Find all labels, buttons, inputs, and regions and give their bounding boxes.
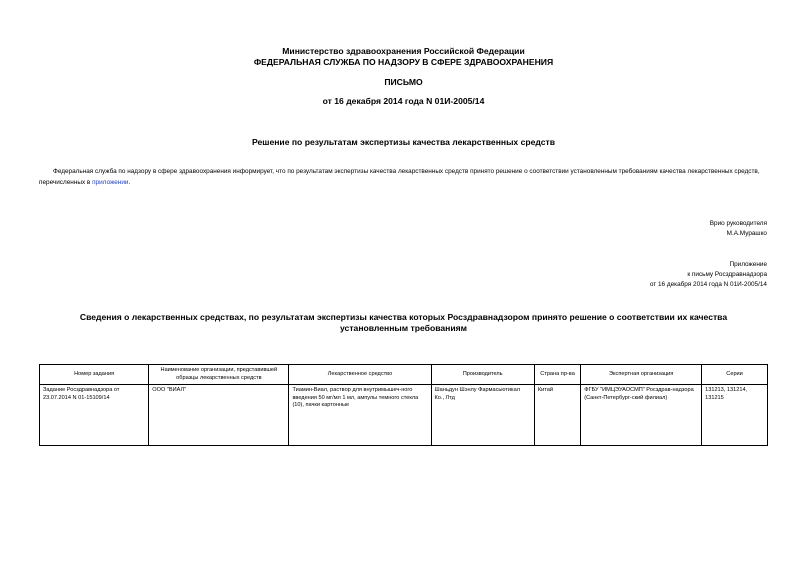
appendix-link[interactable]: приложении bbox=[92, 179, 129, 186]
column-header: Серии bbox=[702, 365, 768, 385]
table-cell: Задание Росздравнадзора от 23.07.2014 N 01-15109/14 bbox=[40, 385, 149, 446]
column-header: Наименование организации, представившей образцы лекарственных средств bbox=[149, 365, 289, 385]
appendix-title: Сведения о лекарственных средствах, по результатам экспертизы качества которых Росздравнадзором принято решение о соответствии их качества установленным требованиям bbox=[79, 312, 728, 333]
ministry-name: Министерство здравоохранения Российской Федерации bbox=[282, 46, 525, 56]
signature-name: М.А.Мурашко bbox=[726, 230, 767, 237]
column-header: Экспертная организация bbox=[581, 365, 702, 385]
document-date-number: от 16 декабря 2014 года N 01И-2005/14 bbox=[322, 96, 485, 106]
appendix-ref: к письму Росздравнадзора bbox=[687, 271, 767, 278]
document-subject: Решение по результатам экспертизы качества лекарственных средств bbox=[251, 137, 556, 147]
table-cell: Шаньдун Шэнлу Фармасьютикал Ко., Лтд bbox=[431, 385, 534, 446]
column-header: Номер задания bbox=[40, 365, 149, 385]
table-cell: ООО "ВИАЛ" bbox=[149, 385, 289, 446]
signature-block bbox=[710, 219, 767, 239]
table-cell: 131213, 131214, 131215 bbox=[702, 385, 768, 446]
document-type: ПИСЬМО bbox=[384, 77, 423, 87]
column-header: Страна пр-ва bbox=[534, 365, 580, 385]
column-header: Производитель bbox=[431, 365, 534, 385]
signature-position: Врио руководителя bbox=[709, 220, 767, 227]
body-text: Федеральная служба по надзору в сфере здравоохранения информирует, что по результатам экспертизы качества лекарственных средств принято решение о соответствии установленным требованиям качества лекарственных средств, перечисленных в bbox=[39, 168, 760, 186]
appendix-block bbox=[650, 260, 767, 290]
appendix-date-number: от 16 декабря 2014 года N 01И-2005/14 bbox=[649, 281, 767, 288]
table-cell: Китай bbox=[534, 385, 580, 446]
agency-name: ФЕДЕРАЛЬНАЯ СЛУЖБА ПО НАДЗОРУ В СФЕРЕ ЗДРАВООХРАНЕНИЯ bbox=[253, 57, 554, 67]
column-header: Лекарственное средство bbox=[289, 365, 431, 385]
table-row bbox=[40, 385, 768, 446]
body-tail: . bbox=[128, 179, 131, 186]
table-cell: ФГБУ "ИМЦЭУАОСМП" Росздрав-надзора (Санкт-Петербург-ский филиал) bbox=[581, 385, 702, 446]
body-paragraph bbox=[39, 166, 767, 188]
medicines-table bbox=[39, 364, 768, 446]
table-cell: Тиамин-Виал, раствор для внутримышеч-ного введения 50 мг/мл 1 мл, ампулы темного стекла (10), пачки картонные bbox=[289, 385, 431, 446]
appendix-label: Приложение bbox=[729, 261, 767, 268]
table-header-row bbox=[40, 365, 768, 385]
